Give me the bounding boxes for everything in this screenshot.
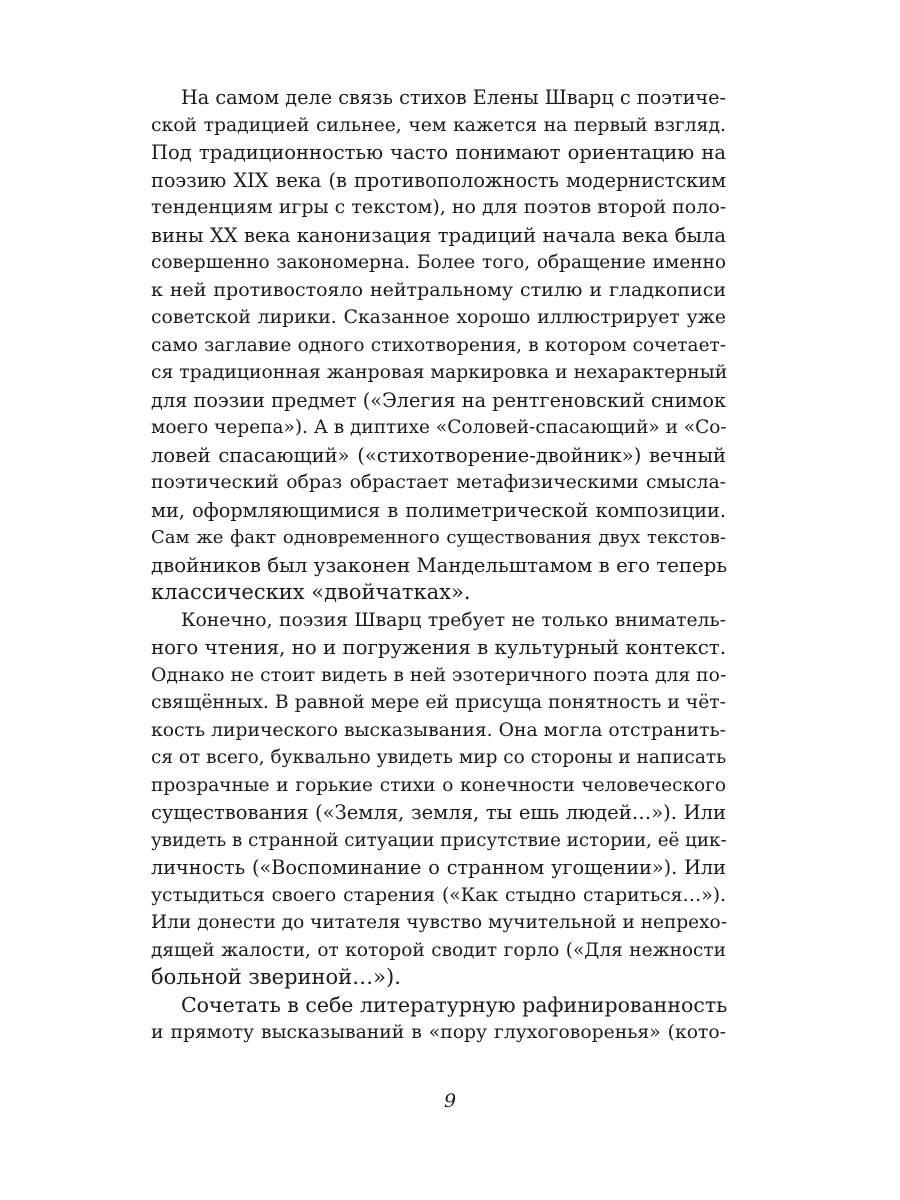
text-line: к ней противостояло нейтральному стилю и гладкописи — [151, 278, 726, 301]
paragraph-2 — [151, 607, 726, 992]
text-line: свящённых. В равной мере ей присуща понятность и чёт- — [151, 692, 726, 713]
text-line: кость лирического высказывания. Она могла отстранить- — [151, 719, 726, 741]
text-line: само заглавие одного стихотворения, в котором сочетает- — [151, 334, 726, 356]
text-line: ся традиционная жанровая маркировка и нехарактерный — [151, 362, 728, 383]
text-line: Однако не стоит видеть в ней эзотеричного поэта для по- — [151, 664, 727, 686]
text-line: поэзию XIX века (в противоположность модернистским — [151, 168, 726, 192]
paragraph-3 — [151, 992, 726, 1047]
text-line: моего черепа»). А в диптихе «Соловей-спасающий» и «Со- — [151, 417, 727, 438]
text-line: существования («Земля, земля, ты ешь людей…»). Или — [151, 801, 726, 824]
text-line: двойников был узаконен Мандельштамом в его теперь — [151, 553, 728, 577]
paragraph-1 — [151, 84, 726, 607]
text-line: совершенно закономерна. Более того, обращение именно — [151, 252, 726, 273]
text-line: личность («Воспоминание о странном угощении»). Или — [151, 856, 726, 879]
text-line: Сам же факт одновременного существования двух текстов- — [151, 527, 726, 548]
text-line: Конечно, поэзия Шварц требует не только вниматель- — [181, 609, 726, 631]
text-line: ми, оформляющимися в полиметрической композиции. — [151, 498, 726, 522]
page-body — [151, 84, 726, 1047]
text-line: для поэзии предмет («Элегия на рентгеновский снимок — [151, 388, 726, 412]
text-line: классических «двойчатках». — [151, 580, 471, 604]
text-line: советской лирики. Сказанное хорошо иллюстрирует уже — [151, 307, 726, 328]
text-line: ловей спасающий» («стихотворение-двойник») вечный — [151, 443, 726, 467]
page-number: 9 — [443, 1090, 457, 1112]
text-line: вины XX века канонизация традиций начала века была — [151, 223, 726, 247]
text-line: увидеть в странной ситуации присутствие истории, её цик- — [151, 829, 727, 851]
text-line: больной звериной…»). — [151, 965, 401, 989]
text-line: Или донести до читателя чувство мучительной и непрехо- — [151, 912, 727, 933]
text-line: На самом деле связь стихов Елены Шварц с поэтиче- — [181, 86, 727, 109]
text-line: прозрачные и горькие стихи о конечности человеческого — [151, 774, 726, 796]
text-line: дящей жалости, от которой сводит горло («Для нежности — [151, 939, 726, 961]
text-line: ся от всего, буквально увидеть мир со стороны и написать — [151, 747, 727, 768]
text-line: и прямоту высказываний в «пору глухоговоренья» (кото- — [151, 1022, 726, 1043]
text-line: Сочетать в себе литературную рафинированность — [181, 992, 728, 1017]
text-line: Под традиционностью часто понимают ориентацию на — [151, 141, 726, 164]
text-line: ской традицией сильнее, чем кажется на первый взгляд. — [151, 114, 726, 136]
text-line: устыдиться своего старения («Как стыдно стариться…»). — [151, 884, 726, 906]
text-line: ного чтения, но и погружения в культурный контекст. — [151, 636, 726, 659]
text-line: тенденциям игры с текстом), но для поэтов второй поло- — [151, 196, 727, 218]
text-line: поэтический образ обрастает метафизическими смысла- — [151, 472, 726, 493]
